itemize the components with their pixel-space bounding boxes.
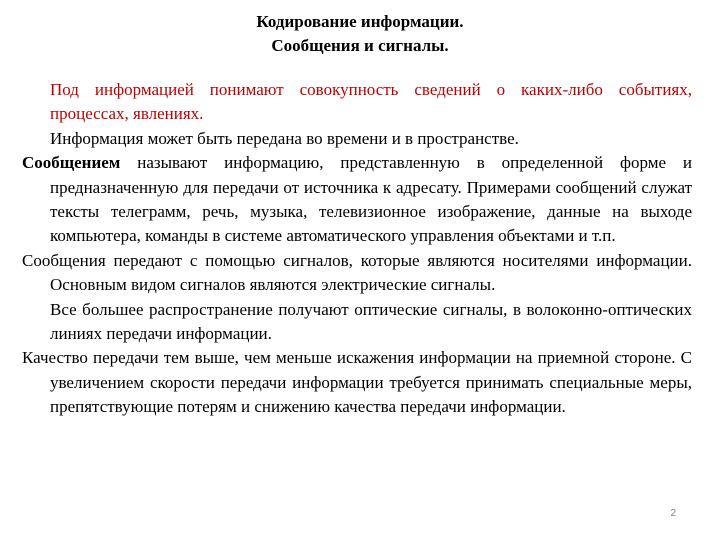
- info-transfer-paragraph: Информация может быть передана во времени и в пространстве.: [50, 128, 519, 148]
- slide-body: [22, 78, 692, 420]
- message-definition: называют информацию, представленную в определенной форме и предназначенную для передачи от источника к адресату. Примерами сообщений служат тексты телеграмм, речь, музыка, телевизионное изображение, данные на выходе компьютера, команды в системе автоматического управления объектами и т.п.: [50, 153, 692, 246]
- intro-paragraph: Под информацией понимают совокупность сведений о каких-либо событиях, процессах, явлениях.: [50, 80, 692, 124]
- page-number: 2: [670, 508, 676, 519]
- message-term: Сообщением: [22, 153, 121, 173]
- title-line-2: Сообщения и сигналы.: [271, 36, 449, 55]
- slide-title: [0, 10, 720, 58]
- optical-paragraph: Все большее распространение получают оптические сигналы, в волоконно-оптических линиях передачи информации.: [50, 299, 692, 344]
- signals-paragraph: Сообщения передают с помощью сигналов, которые являются носителями информации. Основным видом сигналов являются электрические сигналы.: [22, 250, 692, 295]
- quality-paragraph: Качество передачи тем выше, чем меньше искажения информации на приемной стороне. С увеличением скорости передачи информации требуется принимать специальные меры, препятствующие потерям и снижению качества передачи информации.: [22, 348, 692, 417]
- message-paragraph: [22, 151, 692, 249]
- title-line-1: Кодирование информации.: [256, 12, 464, 31]
